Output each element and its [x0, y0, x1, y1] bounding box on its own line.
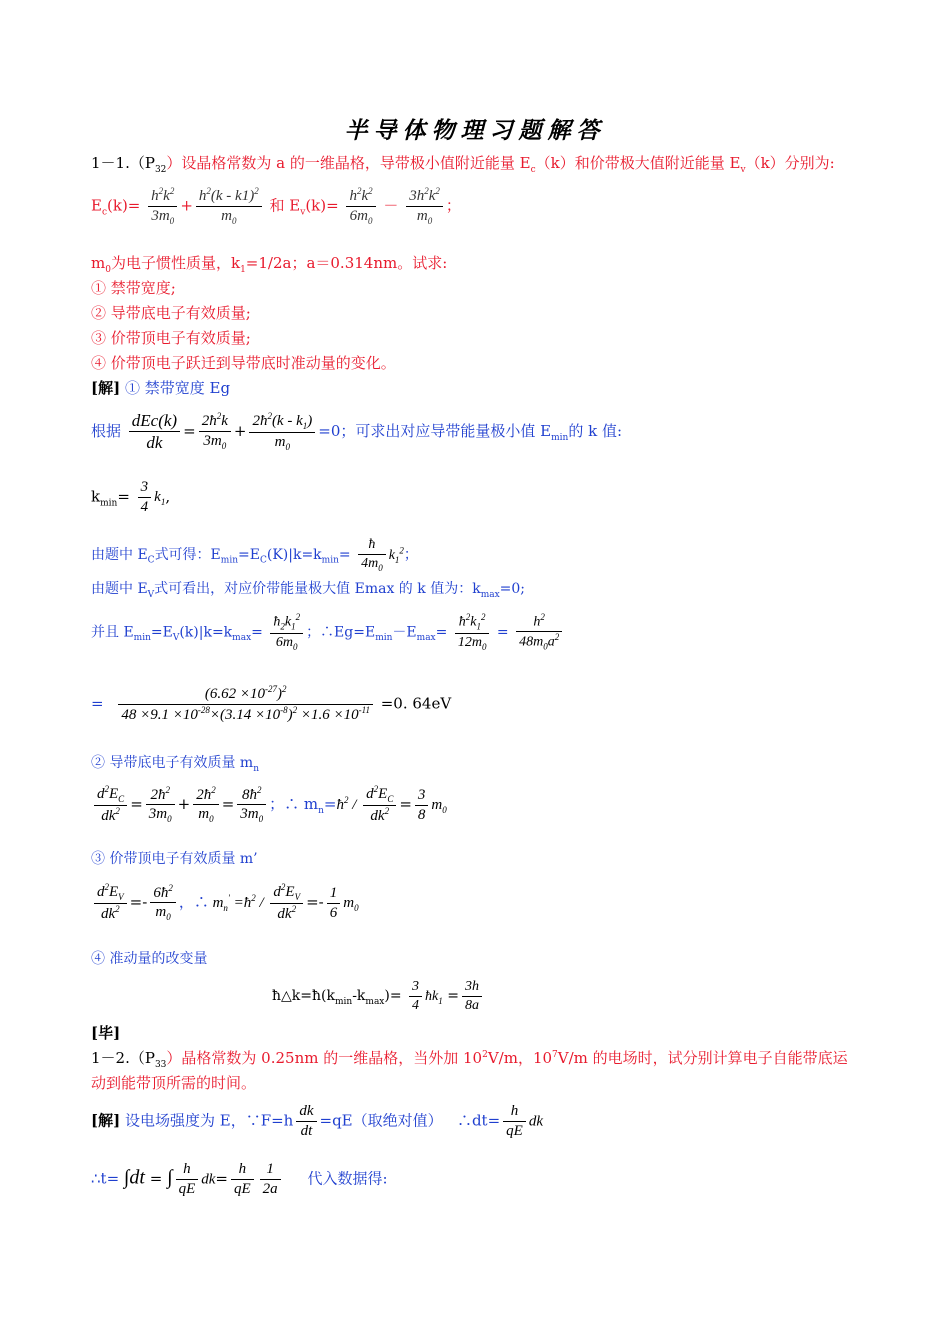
effective-mass-valence-formula: $\frac{d^2E_V}{dk^2}$ =- $\frac{6ħ^2}{m_0}$ ，∴ $m_n'$ $=ħ^2$ / $\frac{d^2E_V}{dk^2}$ =- $\frac{1}{6}$ $m_0$: [91, 882, 359, 924]
effective-mass-conduction-formula: $\frac{d^2E_C}{dk^2}$ = $\frac{2ħ^2}{3m_0}$ + $\frac{2ħ^2}{m_0}$ = $\frac{8ħ^2}{3m_0}$ ；∴ $m_n=ħ^2$ / $\frac{d^2E_C}{dk^2}$ = $\frac{3}{8}$ $m_0$: [91, 784, 447, 826]
ev-term2: $\frac{3h^2k^2}{m_0}$: [406, 186, 443, 227]
problem1-statement: $1-1.(P_{32})$设晶格常数为 a 的一维晶格，导带极小值附近能量 $E_c(k)$和价带极大值附近能量 $E_v(k)$分别为:: [91, 154, 835, 175]
kmin-expression: $k_{min}=$ $\frac{3}{4}$ $k_1$,: [91, 479, 171, 515]
effective-mass-conduction-head: ② 导带底电子有效质量 $m_n$: [91, 755, 259, 774]
end-mark: [毕]: [91, 1024, 121, 1042]
ev-term1: $\frac{h^2k^2}{6m_0}$: [346, 186, 375, 227]
ev-line: 由题中 $E_V$式可看出，对应价带能量极大值 Emax 的 k 值为：$k_{max}=0$;: [91, 581, 526, 600]
derivative-step: 根据 $\frac{\text{dEc(k)}}{dk}$ = $\frac{2ħ^2k}{3m_0}$ + $\frac{2ħ^2(k - k_1)}{m_0}$ =0；可求出对应导带能量极小值 $E_{min}$的 k 值:: [91, 410, 622, 453]
problem2-time-integral: ∴t= ∫dt = ∫ $\frac{h}{qE}$ dk= $\frac{h}{qE}$ $\frac{1}{2a}$ 代入数据得:: [91, 1161, 388, 1197]
ec-term1: $\frac{h^2k^2}{3m_0}$: [148, 186, 177, 227]
question-item-2: ② 导带底电子有效质量;: [91, 304, 251, 322]
question-item-3: ③ 价带顶电子有效质量;: [91, 329, 251, 347]
ec-term2: $\frac{h^2(k - k1)^2}{m_0}$: [196, 186, 262, 227]
page-title: 半导体物理习题解答: [344, 117, 606, 144]
emin-line: 由题中 $E_C$式可得：$E_{min}=E_C(K)|k=k_{min}=$ $\frac{ħ}{4m_0}$ $k_1^2$；: [91, 537, 418, 573]
momentum-change-formula: $ħ\triangle k=ħ(k_{min}-k_{max})=$ $\frac{3}{4}$ $ħk_1$ = $\frac{3h}{8a}$: [272, 978, 485, 1014]
effective-mass-valence-head: ③ 价带顶电子有效质量 m’: [91, 851, 258, 867]
question-item-1: ① 禁带宽度;: [91, 279, 176, 297]
question-item-4: ④ 价带顶电子跃迁到导带底时准动量的变化。: [91, 354, 396, 372]
problem2-solution: [解] 设电场强度为 E，∵F=h $\frac{dk}{dt}$ =qE（取绝对值） ∴dt= $\frac{h}{qE}$ dk: [91, 1103, 543, 1139]
solution-header: [解] ① 禁带宽度 Eg: [91, 379, 231, 397]
momentum-change-head: ④ 准动量的改变量: [91, 951, 208, 967]
problem2-statement: $1-2.(P_{33})$晶格常数为 0.25nm 的一维晶格，当外加 $10^2V/m$，$10^7V/m$ 的电场时，试分别计算电子自能带底运: [91, 1049, 848, 1070]
problem2-statement-line2: 动到能带顶所需的时间。: [91, 1074, 257, 1092]
eg-line: 并且 $E_{min}=E_V(k)|k=k_{max}=$ $\frac{ħ_2k_1^2}{6m_0}$ ；$\therefore Eg=E_{min}-E_{max}=$ $\frac{ħ^2k_1^2}{12m_0}$ = $\frac{h^2}{48m_0a^2}$: [91, 612, 565, 653]
band-energy-formulas: $E_c(k)=$ $\frac{h^2k^2}{3m_0}$ + $\frac{h^2(k - k1)^2}{m_0}$ 和 $E_v(k)=$ $\frac{h^2k^2}{6m_0}$ － $\frac{3h^2k^2}{m_0}$ ；: [91, 186, 461, 226]
numeric-evaluation: = $\frac{(6.62 \times 10^{-27})^2}{48 \times 9.1 \times 10^{-28}\times(3.14 \times 10^{-8})^2 \times 1.6 \times 10^{-11}}$ =0. 64eV: [91, 684, 452, 723]
m0-definition: $m_0$为电子惯性质量，$k_1=1/2a$；a＝0.314nm。试求:: [91, 254, 448, 275]
